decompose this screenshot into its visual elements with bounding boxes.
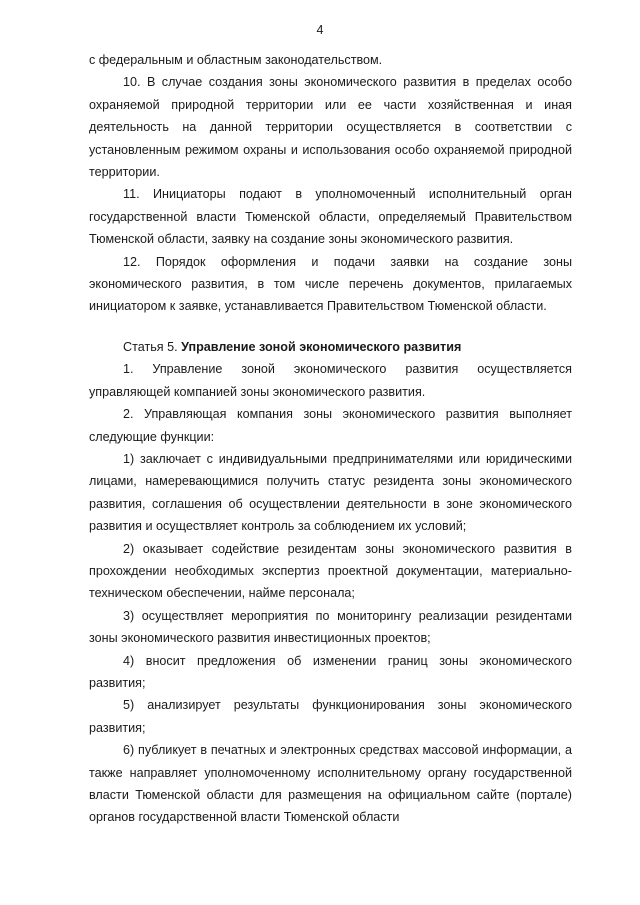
paragraph-item-10: 10. В случае создания зоны экономического развития в пределах особо охраняемой природной территории или ее части хозяйственная и иная деятельность на данной территории осуществляется в соответствии с установленным режимом охраны и использования особо охраняемой природной территории. xyxy=(89,75,572,180)
article-paragraph-2: 2. Управляющая компания зоны экономического развития выполняет следующие функции: xyxy=(89,407,572,444)
article-paragraph-1: 1. Управление зоной экономического развития осуществляется управляющей компанией зоны экономического развития. xyxy=(89,362,572,399)
paragraph-item-12: 12. Порядок оформления и подачи заявки на создание зоны экономического развития, в том числе перечень документов, прилагаемых инициатором к заявке, устанавливается Правительством Тюменской области. xyxy=(89,254,572,314)
section-spacer xyxy=(89,318,572,336)
function-item-6: 6) публикует в печатных и электронных средствах массовой информации, а также направляет уполномоченному исполнительному органу государственной власти Тюменской области для размещения на официальном сайте (портале) органов государственной власти Тюменской области xyxy=(89,743,572,825)
paragraph-continuation: с федеральным и областным законодательством. xyxy=(89,53,383,67)
function-item-1: 1) заключает с индивидуальными предпринимателями или юридическими лицами, намеревающимися получить статус резидента зоны экономического развития, соглашения об осуществлении деятельности в зоне экономического развития и осуществляет контроль за соблюдением их условий; xyxy=(89,451,572,534)
page-number: 4 xyxy=(316,23,324,37)
function-item-4: 4) вносит предложения об изменении границ зоны экономического развития; xyxy=(89,653,572,690)
function-item-2: 2) оказывает содействие резидентам зоны экономического развития в прохождении необходимых экспертиз проектной документации, материально-техническом обеспечении, найме персонала; xyxy=(89,541,572,601)
article-number: Статья 5. xyxy=(123,339,178,354)
paragraph-item-11: 11. Инициаторы подают в уполномоченный исполнительный орган государственной власти Тюменской области, определяемый Правительством Тюменской области, заявку на создание зоны экономического развития. xyxy=(89,187,572,247)
function-item-3: 3) осуществляет мероприятия по мониторингу реализации резидентами зоны экономического развития инвестиционных проектов; xyxy=(89,608,572,646)
article-heading xyxy=(89,336,572,358)
function-item-5: 5) анализирует результаты функционирования зоны экономического развития; xyxy=(89,698,572,735)
document-body xyxy=(89,49,572,829)
article-title: Управление зоной экономического развития xyxy=(181,339,462,354)
